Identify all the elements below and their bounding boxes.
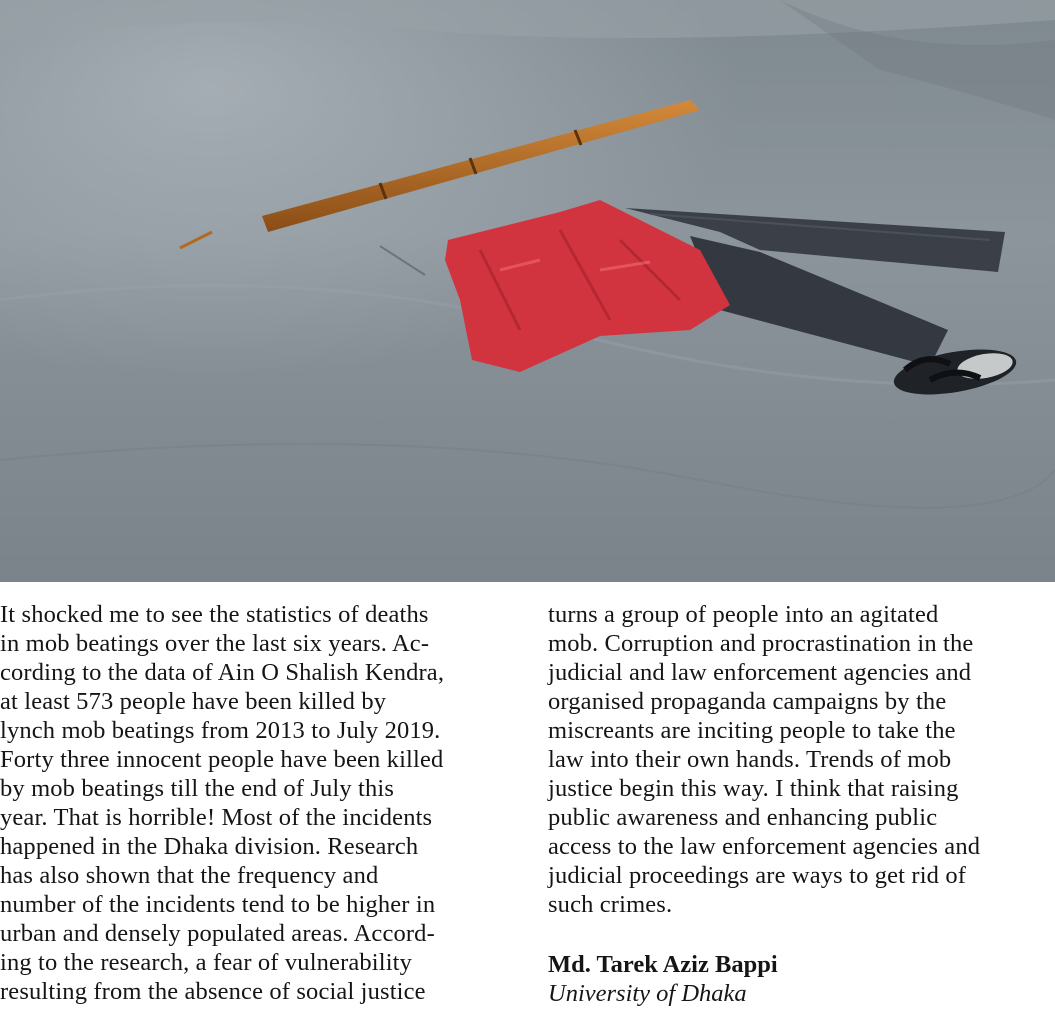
letter-line: cording to the data of Ain O Shalish Kendra, — [0, 659, 445, 686]
letter-line: turns a group of people into an agitated — [548, 601, 939, 628]
letter-line: at least 573 people have been killed by — [0, 688, 387, 715]
author-affiliation: University of Dhaka — [548, 980, 747, 1007]
letter-line: ing to the research, a fear of vulnerability — [0, 949, 413, 976]
letter-line: access to the law enforcement agencies and — [548, 833, 981, 860]
letter-line: in mob beatings over the last six years. Ac- — [0, 630, 430, 657]
letter-line: mob. Corruption and procrastination in the — [548, 630, 974, 657]
letter-line: It shocked me to see the statistics of deaths — [0, 601, 429, 628]
letter-line: happened in the Dhaka division. Research — [0, 833, 419, 860]
letter-body-left-column — [0, 600, 520, 1006]
letter-line: law into their own hands. Trends of mob — [548, 746, 952, 773]
letter-line: year. That is horrible! Most of the incidents — [0, 804, 433, 831]
letter-line: miscreants are inciting people to take the — [548, 717, 956, 744]
letter-line: by mob beatings till the end of July this — [0, 775, 395, 802]
letter-body-right-column — [548, 600, 1055, 919]
letter-line: has also shown that the frequency and — [0, 862, 379, 889]
letter-signature — [548, 950, 778, 1008]
letter-line: judicial proceedings are ways to get rid of — [548, 862, 967, 889]
letter-line: number of the incidents tend to be higher in — [0, 891, 436, 918]
letter-line: public awareness and enhancing public — [548, 804, 938, 831]
letter-line: such crimes. — [548, 891, 673, 918]
letter-line: urban and densely populated areas. Accord- — [0, 920, 435, 947]
author-name: Md. Tarek Aziz Bappi — [548, 951, 778, 978]
letter-line: judicial and law enforcement agencies and — [548, 659, 972, 686]
letter-line: Forty three innocent people have been killed — [0, 746, 444, 773]
letter-line: lynch mob beatings from 2013 to July 2019. — [0, 717, 441, 744]
letter-line: justice begin this way. I think that raising — [548, 775, 959, 802]
letter-line: organised propaganda campaigns by the — [548, 688, 947, 715]
letter-line: resulting from the absence of social justice — [0, 978, 426, 1005]
